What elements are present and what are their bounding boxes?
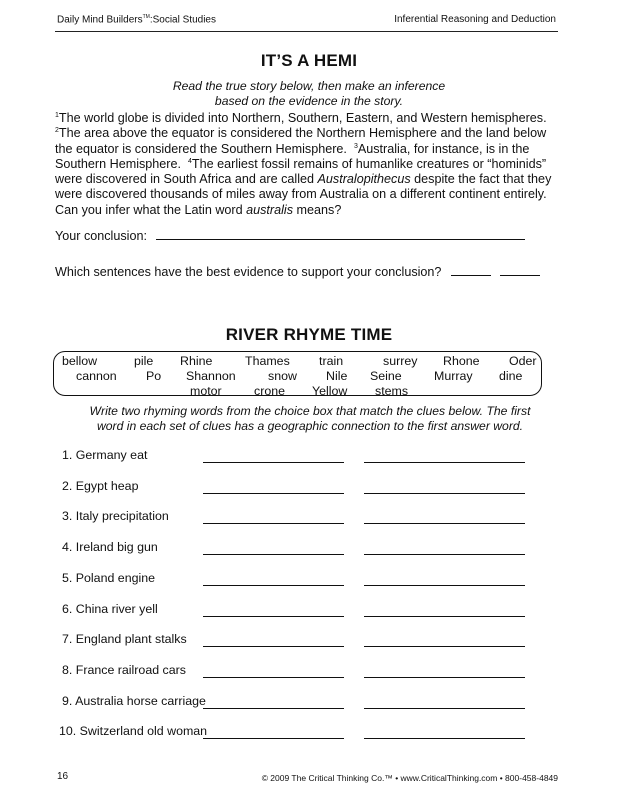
answer-line-2[interactable] (364, 677, 525, 678)
story-paragraph (55, 111, 560, 218)
clue-label: 7. England plant stalks (62, 632, 187, 647)
answer-line-2[interactable] (364, 585, 525, 586)
choice-word: cannon (76, 369, 117, 383)
conclusion-row (55, 229, 525, 243)
answer-line-1[interactable] (203, 523, 344, 524)
answer-line-1[interactable] (203, 493, 344, 494)
story-sentence-2: The area above the equator is considered the Northern Hemisphere and the land below the equator is considered the Southern Hemisphere. (55, 126, 547, 156)
section2-instructions-line2: word in each set of clues has a geographic connection to the first answer word. (96, 419, 524, 433)
story-sentence-3: Australia, for instance, is in the Southern Hemisphere. (55, 141, 530, 171)
choice-word: snow (268, 369, 297, 383)
conclusion-answer-line[interactable] (156, 239, 525, 240)
header-right: Inferential Reasoning and Deduction (394, 14, 556, 25)
choice-word: Murray (434, 369, 473, 383)
story-sentence-4a: The earliest fossil remains of humanlike creatures or “hominids” were discovered in South Africa and are called (55, 156, 547, 187)
story-question-a: Can you infer what the Latin word (55, 202, 247, 217)
evidence-row (55, 265, 540, 279)
clue-label: 9. Australia horse carriage (62, 693, 206, 708)
choice-word: Yellow (312, 384, 348, 398)
clue-label: 3. Italy precipitation (62, 509, 169, 524)
answer-line-1[interactable] (203, 738, 344, 739)
answer-line-2[interactable] (364, 493, 525, 494)
answer-line-1[interactable] (203, 554, 344, 555)
choice-word: stems (375, 384, 409, 398)
section1-title: IT’S A HEMI (260, 51, 358, 70)
answer-line-1[interactable] (203, 462, 344, 463)
answer-line-1[interactable] (203, 585, 344, 586)
story-question-term: australis (246, 202, 294, 217)
header-series: Daily Mind Builders (57, 14, 143, 26)
clue-label: 4. Ireland big gun (62, 540, 158, 555)
choice-word: motor (190, 384, 222, 398)
section1-instructions-line2: based on the evidence in the story. (214, 94, 404, 108)
story-italic-term: Australopithecus (317, 172, 411, 187)
choice-word: Thames (245, 354, 290, 368)
choice-word: Oder (509, 354, 537, 368)
clue-label: 2. Egypt heap (62, 478, 139, 493)
sentence-number: 2 (55, 127, 59, 135)
header-tm: TM (142, 14, 150, 20)
header-subject: :Social Studies (149, 14, 216, 26)
evidence-answer-line-1[interactable] (451, 275, 491, 276)
answer-line-2[interactable] (364, 708, 525, 709)
section2-instructions (55, 404, 565, 434)
sentence-number: 3 (353, 142, 358, 150)
clue-label: 6. China river yell (62, 601, 158, 616)
answer-line-1[interactable] (203, 677, 344, 678)
choice-word: bellow (62, 354, 98, 368)
answer-line-1[interactable] (203, 616, 344, 617)
answer-line-2[interactable] (364, 646, 525, 647)
story-sentence-4b: despite the fact that they were discovered thousands of miles away from Australia on a different continent entirely. (55, 172, 552, 202)
clue-label: 8. France railroad cars (62, 662, 186, 677)
sentence-number: 1 (55, 112, 59, 119)
header-left (57, 14, 216, 25)
choice-word: Po (146, 369, 162, 383)
answer-line-2[interactable] (364, 462, 525, 463)
answer-line-2[interactable] (364, 616, 525, 617)
evidence-answer-line-2[interactable] (500, 275, 540, 276)
clue-label: 5. Poland engine (62, 570, 156, 585)
choice-word: pile (134, 354, 154, 368)
answer-line-2[interactable] (364, 554, 525, 555)
sentence-number: 4 (188, 157, 192, 165)
page-number: 16 (57, 771, 69, 782)
choice-word: train (319, 354, 344, 368)
story-sentence-1: The world globe is divided into Northern, Southern, Eastern, and Western hemispheres. (58, 111, 547, 125)
choice-word: Rhine (180, 354, 213, 368)
story-question-b: means? (293, 202, 342, 217)
choice-word: Nile (326, 369, 348, 383)
answer-line-1[interactable] (203, 646, 344, 647)
answer-line-1[interactable] (203, 708, 344, 709)
section2-instructions-line1: Write two rhyming words from the choice box that match the clues below. The first (89, 404, 531, 418)
clue-label: 1. Germany eat (62, 448, 148, 462)
evidence-label: Which sentences have the best evidence to support your conclusion? (55, 265, 442, 279)
choice-word: Rhone (443, 354, 480, 368)
header-rule (55, 31, 558, 32)
choice-word: Seine (370, 369, 402, 383)
choice-word: surrey (383, 354, 418, 368)
choice-word: crone (254, 384, 285, 398)
answer-line-2[interactable] (364, 523, 525, 524)
answer-line-2[interactable] (364, 738, 525, 739)
choice-word: Shannon (186, 369, 236, 383)
conclusion-label: Your conclusion: (55, 229, 147, 243)
section2-title: RIVER RHYME TIME (225, 325, 393, 344)
section1-instructions-line1: Read the true story below, then make an inference (172, 79, 446, 93)
clue-label: 10. Switzerland old woman (59, 724, 208, 739)
section1-instructions (60, 79, 558, 109)
copyright: © 2009 The Critical Thinking Co.™ • www.CriticalThinking.com • 800-458-4849 (261, 773, 558, 783)
choice-word: dine (499, 369, 523, 383)
